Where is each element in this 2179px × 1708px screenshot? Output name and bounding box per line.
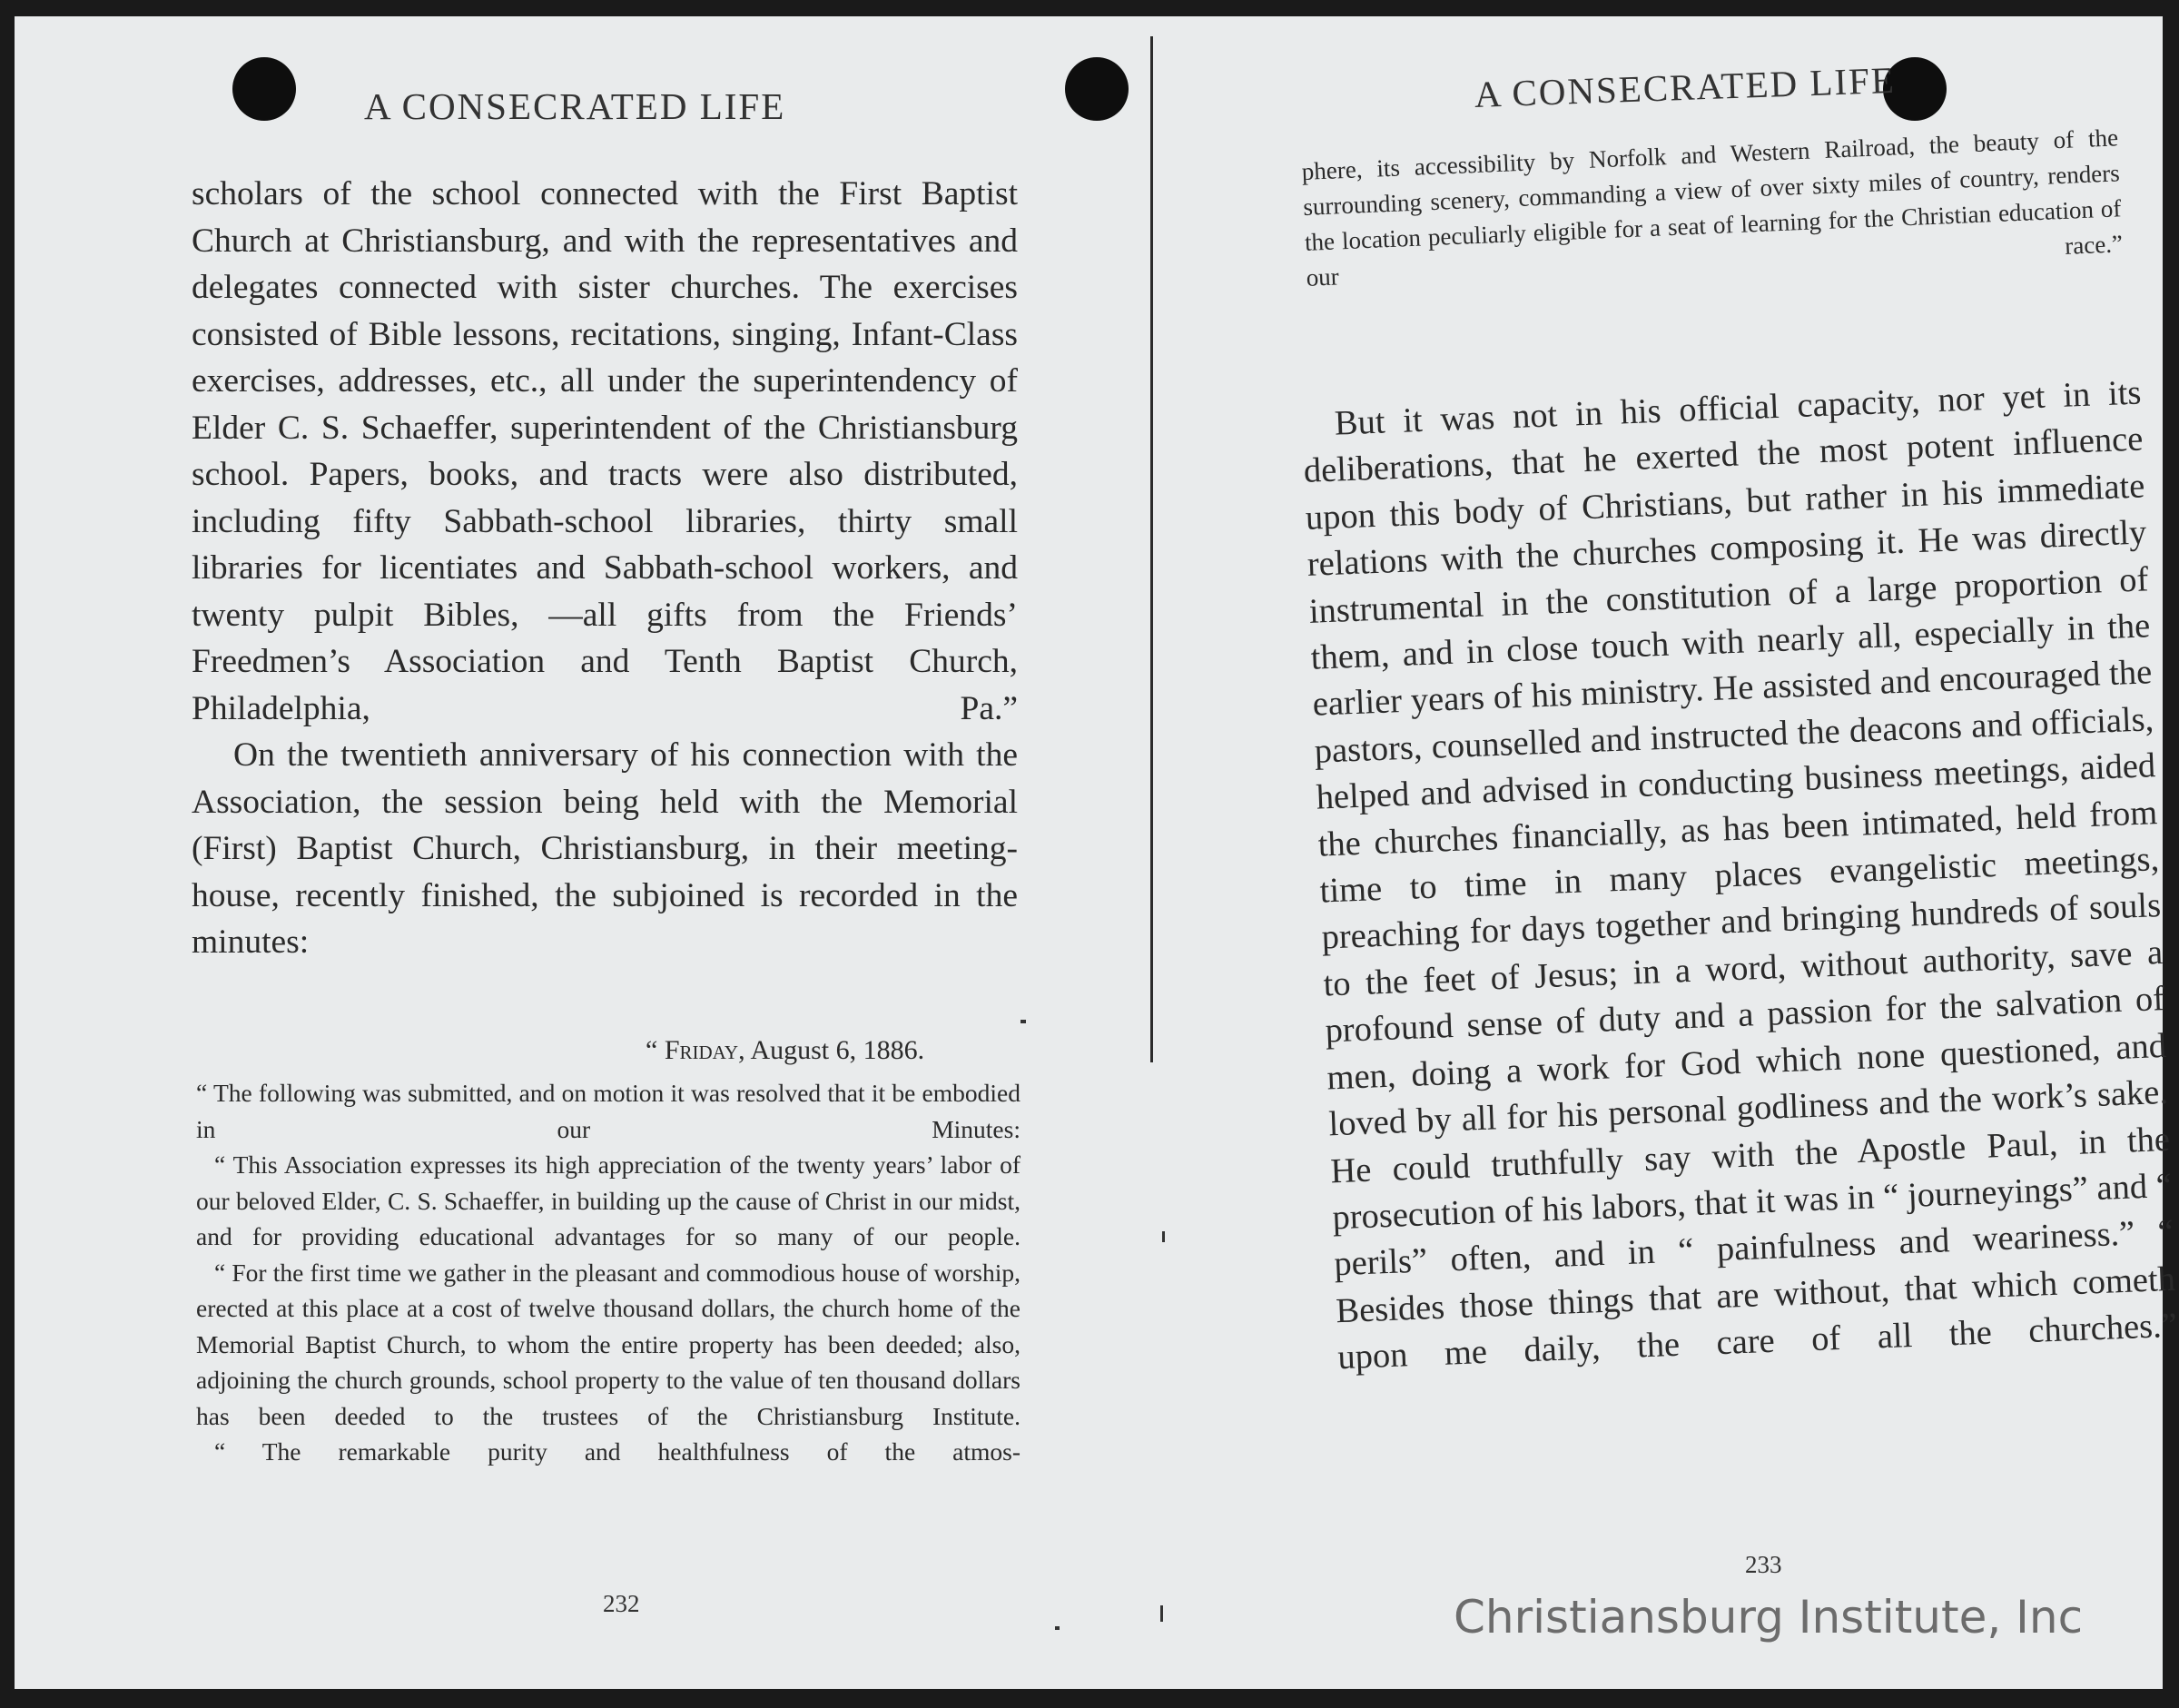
punch-hole [232, 57, 296, 121]
paragraph: On the twentieth anniversary of his connection with the Association, the session being held with the Memorial (First) Baptist Church, Christiansburg, in their meeting-house, recently finished, the subjoined is recorded in the minutes: [192, 736, 1018, 961]
speck [1055, 1626, 1060, 1630]
body-text [1301, 370, 2178, 1381]
quote-paragraph: phere, its accessibility by Norfolk and Western Railroad, the beauty of the surrounding scenery, commanding a view of over sixty miles of country, renders the location peculiarly eligible for a seat of learning for the Christian education of our race.” [1301, 123, 2124, 291]
running-head: A CONSECRATED LIFE [364, 85, 786, 127]
watermark: Christiansburg Institute, Inc [1454, 1591, 2084, 1644]
running-head: A CONSECRATED LIFE [1474, 58, 1897, 115]
quoted-minutes [196, 1075, 1020, 1470]
left-page [15, 16, 1157, 1689]
gutter-line [1150, 36, 1153, 1062]
punch-hole [1065, 57, 1129, 121]
quote-paragraph: “ The following was submitted, and on motion it was resolved that it be embodied in our Minutes: [196, 1079, 1020, 1143]
paragraph: scholars of the school connected with the First Baptist Church at Christiansburg, and with the representatives and delegates connected with sister churches. The exercises consisted of Bible lessons, recitations, singing, Infant-Class exercises, addresses, etc., all under the superintendency of Elder C. S. Schaeffer, superintendent of the Christiansburg school. Papers, books, and tracts were also distributed, including fifty Sabbath-school libraries, thirty small libraries for licentiates and Sabbath-school workers, and twenty pulpit Bibles, —all gifts from the Friends’ Freedmen’s Association and Tenth Baptist Church, Philadelphia, Pa.” [192, 175, 1018, 727]
speck [1020, 1020, 1026, 1023]
quote-paragraph: “ The remarkable purity and healthfulness of the atmos- [214, 1437, 1020, 1466]
speck [1162, 1231, 1165, 1242]
dateline-day: “ Friday, [646, 1035, 745, 1065]
dateline [646, 1035, 924, 1066]
quote-continuation [1301, 120, 2124, 296]
dateline-date: August 6, 1886. [750, 1035, 925, 1065]
quote-paragraph: “ For the first time we gather in the pleasant and commodious house of worship, erected at this place at a cost of twelve thousand dollars, the church home of the Memorial Baptist Church, to whom the entire property has been deeded; also, adjoining the church grounds, school property to the value of ten thousand dollars has been deeded to the trustees of the Christiansburg Institute. [196, 1258, 1020, 1430]
page-number: 232 [603, 1590, 640, 1617]
body-text [192, 171, 1018, 966]
book-spread [15, 16, 2178, 1689]
page-number: 233 [1745, 1551, 1782, 1578]
quote-paragraph: “ This Association expresses its high appreciation of the twenty years’ labor of our beloved Elder, C. S. Schaeffer, in building up the cause of Christ in our midst, and for providing educational advantages for so many of our people. [196, 1150, 1020, 1250]
right-page [1160, 16, 2178, 1689]
speck [1160, 1605, 1163, 1622]
paragraph: But it was not in his official capacity, nor yet in its deliberations, that he exerted the most potent influence upon this body of Christians, but rather in his immediate relations with the churches composing it. He was directly instrumental in the constitution of a large proportion of them, and in close touch with nearly all, especially in the earlier years of his ministry. He assisted and encouraged the pastors, counselled and instructed the deacons and officials, helped and advised in conducting business meetings, aided the churches financially, as has been intimated, held from time to time in many places evangelistic meetings, preaching for days together and bringing hundreds of souls to the feet of Jesus; in a word, without authority, save a profound sense of duty and a passion for the salvation of men, doing a work for God which none questioned, and loved by all for his personal godliness and the work’s sake. He could truthfully say with the Apostle Paul, in the prosecution of his labors, that it was in “ journeyings” and “ perils” often, and in “ painfulness and weariness.” “ Besides those things that are without, that which cometh upon me daily, the care of all the churches.” [1303, 373, 2178, 1377]
